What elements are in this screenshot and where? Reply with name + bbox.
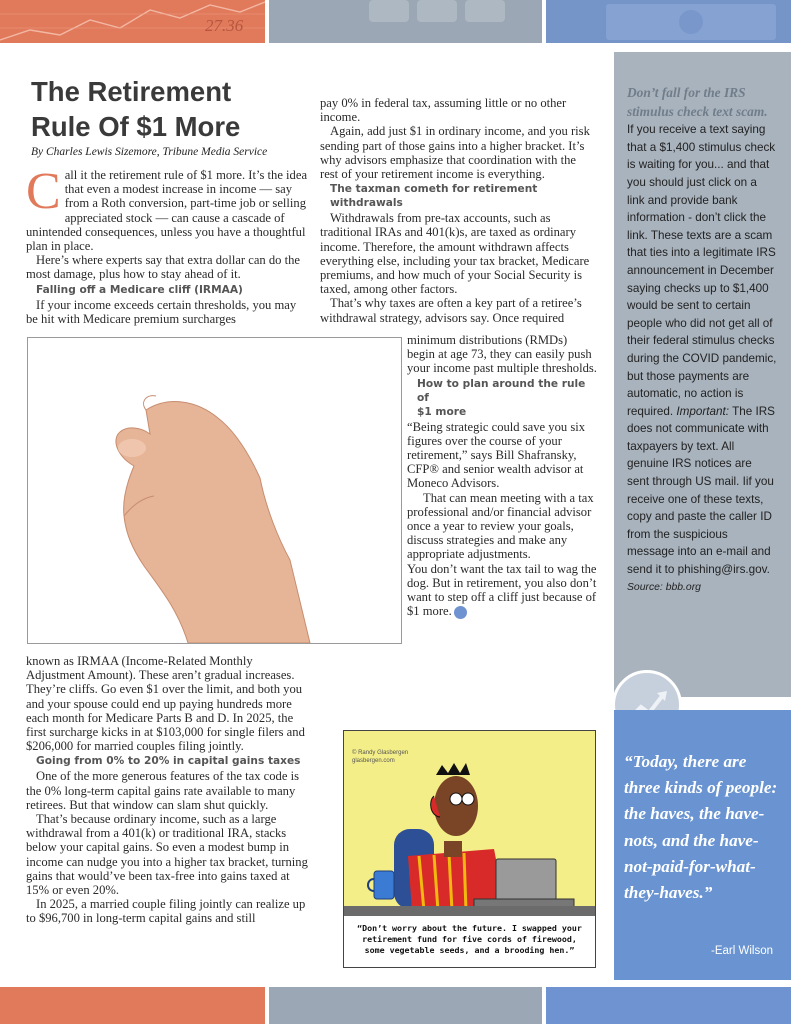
sidebar-text (627, 84, 777, 596)
bottom-banner-left (0, 987, 265, 1024)
top-banner-calculator-image (269, 0, 542, 43)
article-column-2-top (320, 96, 596, 325)
ledger-number: 27.36 (205, 16, 244, 35)
photo-hand-pinch (27, 337, 402, 644)
money-graphic (546, 0, 791, 43)
cartoon-drawing (344, 731, 595, 916)
sidebar-important-text: The IRS does not communicate with taxpayers by text. All genuine IRS notices are sent through US mail. Iif you receive one of these texts, copy and paste the caller ID from the suspicious message into an e-mail and send it to phishing@irs.gov. (627, 404, 775, 577)
hand-illustration (28, 338, 401, 643)
subheading-plan-line-2: $1 more (417, 405, 467, 418)
subheading-plan-line-1: How to plan around the rule of (417, 377, 586, 404)
paragraph: If your income exceeds certain thresholds, you may be hit with Medicare premium surcharges (26, 297, 297, 326)
subheading-plan (417, 377, 597, 419)
cartoon-credit-line-1: © Randy Glasbergen (352, 750, 409, 756)
sidebar-body: If you receive a text saying that a $1,400 stimulus check is waiting for you... and that you should just click on a link and provide bank information - don’t click the link. These texts are a scam that ties into a legitimate IRS announcement in December saying checks up to $1,400 would be sent to certain people who did not get all of their federal stimulus checks during the COVID pandemic, but those payments are automatic, no action is required. (627, 123, 777, 418)
quote-author: -Earl Wilson (711, 945, 773, 957)
paragraph-closing (407, 562, 597, 619)
title-line-2: Rule Of $1 More (31, 111, 241, 142)
paragraph: That’s because ordinary income, such as a large withdrawal from a 401(k) or traditional IRA, stacks below your capital gains. So even a modest bump in income can nudge you into a higher tax bracket, turning gains that would’ve been tax-free into gains taxed at 15% or even 20%. (26, 812, 308, 898)
paragraph: Here’s where experts say that extra dollar can do the most damage, plus how to stay ahead of it. (26, 253, 301, 282)
sidebar-heading: Don’t fall for the IRS stimulus check text scam. (627, 85, 768, 119)
cartoon-credit-line-2: glasbergen.com (352, 758, 395, 764)
paragraph: In 2025, a married couple filing jointly can realize up to $96,700 in long-term capital gains and still (26, 897, 306, 926)
bottom-banner-middle (269, 987, 542, 1024)
subheading-taxman: The taxman cometh for retirement withdrawals (330, 183, 538, 210)
cartoon (343, 730, 596, 968)
paragraph: That can mean meeting with a tax professional and/or financial advisor once a year to review your goals, discuss strategies and make any appropriate adjustments. (407, 490, 594, 562)
paragraph: minimum distributions (RMDs) begin at age 73, they can easily push your income past multiple thresholds. (407, 333, 597, 376)
drop-cap: C (26, 163, 61, 220)
paragraph: known as IRMAA (Income-Related Monthly Adjustment Amount). These aren’t gradual increases. They’re cliffs. Go even $1 over the limit, and both you and your spouse could end up paying hundreds more each month for Medicare Parts B and D. In 2025, the first surcharge kicks in at $103,000 for single filers and $206,000 for married couples filing jointly. (26, 654, 305, 754)
sidebar-source: Source: bbb.org (627, 581, 701, 593)
paragraph: That’s why taxes are often a key part of a retiree’s withdrawal strategy, advisors say. Once required (320, 296, 582, 325)
paragraph: pay 0% in federal tax, assuming little or no other income. (320, 96, 567, 125)
subheading-capital-gains: Going from 0% to 20% in capital gains taxes (36, 755, 301, 768)
subheading-medicare: Falling off a Medicare cliff (IRMAA) (36, 283, 243, 296)
quote-box (614, 710, 791, 980)
paragraph: “Being strategic could save you six figures over the course of your retirement,” says Bill Shafransky, CFP® and senior wealth advisor at Moneco Advisors. (407, 419, 586, 491)
end-mark-icon (454, 606, 467, 619)
article-column-2-lower (407, 333, 597, 619)
paragraph: One of the more generous features of the tax code is the 0% long-term capital gains rate available to many retirees. But that window can slam shut quickly. (26, 769, 299, 812)
top-banner-money-image (546, 0, 791, 43)
paragraph: Withdrawals from pre-tax accounts, such as traditional IRAs and 401(k)s, are taxed as ordinary income. Therefore, the amount withdrawn affects everything else, including your tax bracket, Medicare premiums, and how much of your Social Security is taxed, among other factors. (320, 211, 590, 297)
bottom-banner-right (546, 987, 791, 1024)
calculator-graphic (269, 0, 542, 43)
sidebar-important-label: Important: (676, 404, 730, 418)
quote-text: “Today, there are three kinds of people: the haves, the have-nots, and the have-not-paid-for-what-they-haves.” (624, 752, 778, 903)
cartoon-caption: “Don’t worry about the future. I swapped your retirement fund for five cords of firewood, some vegetable seeds, and a brooding hen.” (357, 923, 582, 955)
article-column-1-bottom (26, 654, 310, 926)
paragraph-intro: all it the retirement rule of $1 more. It’s the idea that even a modest increase in income — say from a Roth conversion, part-time job or selling appreciated stock — can cause a cascade of unintended consequences, unless you have a thoughtful plan in place. (26, 168, 308, 254)
article-column-1-top (26, 163, 310, 326)
top-banner-ledger-image (0, 0, 265, 43)
sidebar-scam-notice (614, 52, 791, 697)
title-line-1: The Retirement (31, 76, 232, 107)
closing-text: You don’t want the tax tail to wag the dog. But in retirement, you also don’t want to step off a cliff just because of $1 more. (407, 561, 597, 619)
byline: By Charles Lewis Sizemore, Tribune Media Service (31, 146, 268, 158)
page-title (31, 74, 240, 144)
paragraph: Again, add just $1 in ordinary income, and you risk sending part of those gains into a higher bracket. It’s why advisors emphasize that coordination with the rest of your retirement income is everything. (320, 124, 590, 182)
